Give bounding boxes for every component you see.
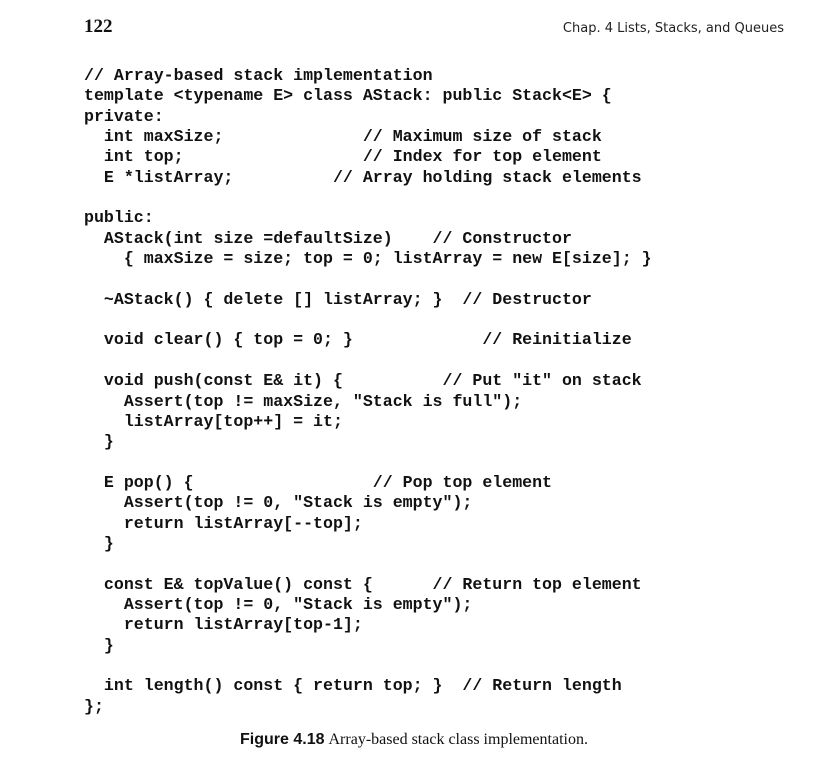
code-line: Assert(top != 0, "Stack is empty"); (84, 493, 473, 513)
code-line (84, 554, 652, 574)
code-line: } (84, 432, 114, 452)
figure-caption (0, 731, 828, 749)
code-line: E pop() { // Pop top element (84, 472, 553, 492)
page-number: 122 (84, 16, 113, 37)
code-line: E *listArray; // Array holding stack elements (84, 167, 642, 187)
code-line: AStack(int size =defaultSize) // Constructor (84, 228, 572, 248)
code-line: return listArray[--top]; (84, 513, 363, 533)
running-head: Chap. 4 Lists, Stacks, and Queues (562, 21, 784, 36)
code-line (84, 351, 652, 371)
code-line: int maxSize; // Maximum size of stack (84, 127, 602, 147)
code-line: void push(const E& it) { // Put "it" on stack (84, 371, 642, 391)
code-line: public: (84, 208, 154, 228)
code-line (84, 453, 652, 473)
code-line: void clear() { top = 0; } // Reinitialize (84, 330, 632, 350)
code-line: ~AStack() { delete [] listArray; } // Destructor (84, 289, 592, 309)
code-line: int length() const { return top; } // Return length (84, 676, 622, 696)
code-line: Assert(top != maxSize, "Stack is full"); (84, 391, 523, 411)
code-line: int top; // Index for top element (84, 147, 602, 167)
code-line: // Array-based stack implementation (84, 66, 433, 85)
code-line: Assert(top != 0, "Stack is empty"); (84, 594, 473, 614)
code-line: listArray[top++] = it; (84, 411, 343, 431)
figure-caption-text: Array-based stack class implementation. (328, 731, 588, 748)
code-line: { maxSize = size; top = 0; listArray = new E[size]; } (84, 249, 652, 269)
code-line (84, 310, 652, 330)
code-line: } (84, 635, 114, 655)
figure-label: Figure 4.18 (240, 731, 325, 748)
code-line: } (84, 533, 114, 553)
code-line (84, 656, 652, 676)
code-line: private: (84, 106, 164, 126)
code-line (84, 269, 652, 289)
code-line: return listArray[top-1]; (84, 615, 363, 635)
code-line: }; (84, 696, 104, 716)
code-line: template <typename E> class AStack: public Stack<E> { (84, 86, 612, 106)
code-listing (84, 66, 652, 717)
code-line: const E& topValue() const { // Return top element (84, 574, 642, 594)
code-line (84, 188, 652, 208)
